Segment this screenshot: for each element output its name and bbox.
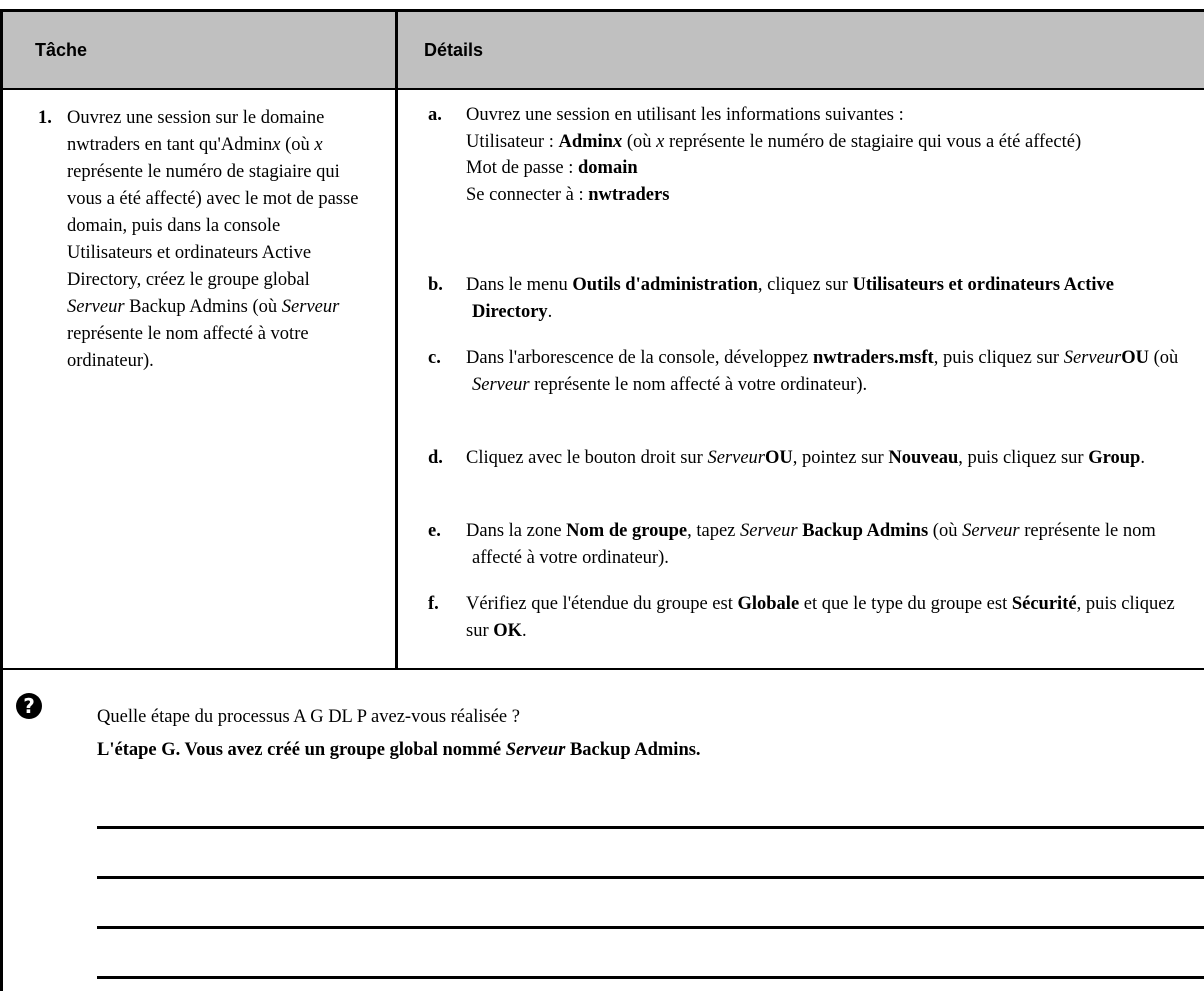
question-circle-icon: ? <box>16 693 42 719</box>
header-task: Tâche <box>35 39 88 60</box>
step-d <box>428 445 1188 472</box>
step-letter: c. <box>428 348 441 368</box>
answer-line <box>97 826 1204 829</box>
answer-line <box>97 926 1204 929</box>
step-f <box>428 591 1188 644</box>
step-letter: d. <box>428 448 443 468</box>
task-number: 1. <box>38 108 52 128</box>
table-top-border <box>0 9 1204 12</box>
answer-line <box>97 876 1204 879</box>
answer-text: L'étape G. Vous avez créé un groupe global nommé Serveur Backup Admins. <box>97 740 701 760</box>
step-letter: e. <box>428 521 441 541</box>
step-text: Dans la zone Nom de groupe, tapez Serveur Backup Admins (où Serveur représente le nom affecté à votre ordinateur). <box>466 521 1156 568</box>
column-divider <box>395 9 398 670</box>
step-text: Cliquez avec le bouton droit sur ServeurOU, pointez sur Nouveau, puis cliquez sur Group. <box>466 448 1145 468</box>
step-e <box>428 518 1188 571</box>
header-bottom-border <box>0 88 1204 90</box>
question-text: Quelle étape du processus A G DL P avez-vous réalisée ? <box>97 707 520 727</box>
table-header-background <box>3 12 1204 88</box>
task-description: Ouvrez une session sur le domaine nwtraders en tant qu'Adminx (où x représente le numéro de stagiaire qui vous a été affecté) avec le mot de passe domain, puis dans la console Utilisateurs et ordinateurs Active Directory, créez le groupe global Serveur Backup Admins (où Serveur représente le nom affecté à votre ordinateur). <box>67 108 359 371</box>
step-text: Vérifiez que l'étendue du groupe est Globale et que le type du groupe est Sécurité, puis cliquez sur OK. <box>466 594 1175 641</box>
step-letter: a. <box>428 105 442 125</box>
table-bottom-border <box>0 668 1204 670</box>
step-a <box>428 102 1188 208</box>
step-b <box>428 272 1188 325</box>
step-text: Dans le menu Outils d'administration, cliquez sur Utilisateurs et ordinateurs Active Directory. <box>466 275 1114 322</box>
answer-line <box>97 976 1204 979</box>
table-left-border <box>0 9 3 991</box>
step-text: Dans l'arborescence de la console, développez nwtraders.msft, puis cliquez sur ServeurOU (où Serveur représente le nom affecté à votre ordinateur). <box>466 348 1179 395</box>
step-letter: b. <box>428 275 443 295</box>
step-letter: f. <box>428 594 439 614</box>
step-text: Ouvrez une session en utilisant les informations suivantes : Utilisateur : Adminx (où x représente le numéro de stagiaire qui vous a été affecté) Mot de passe : domain Se connecter à : nwtraders <box>466 105 1082 205</box>
header-details: Détails <box>424 39 484 60</box>
step-c <box>428 345 1188 398</box>
task-cell <box>38 105 368 375</box>
